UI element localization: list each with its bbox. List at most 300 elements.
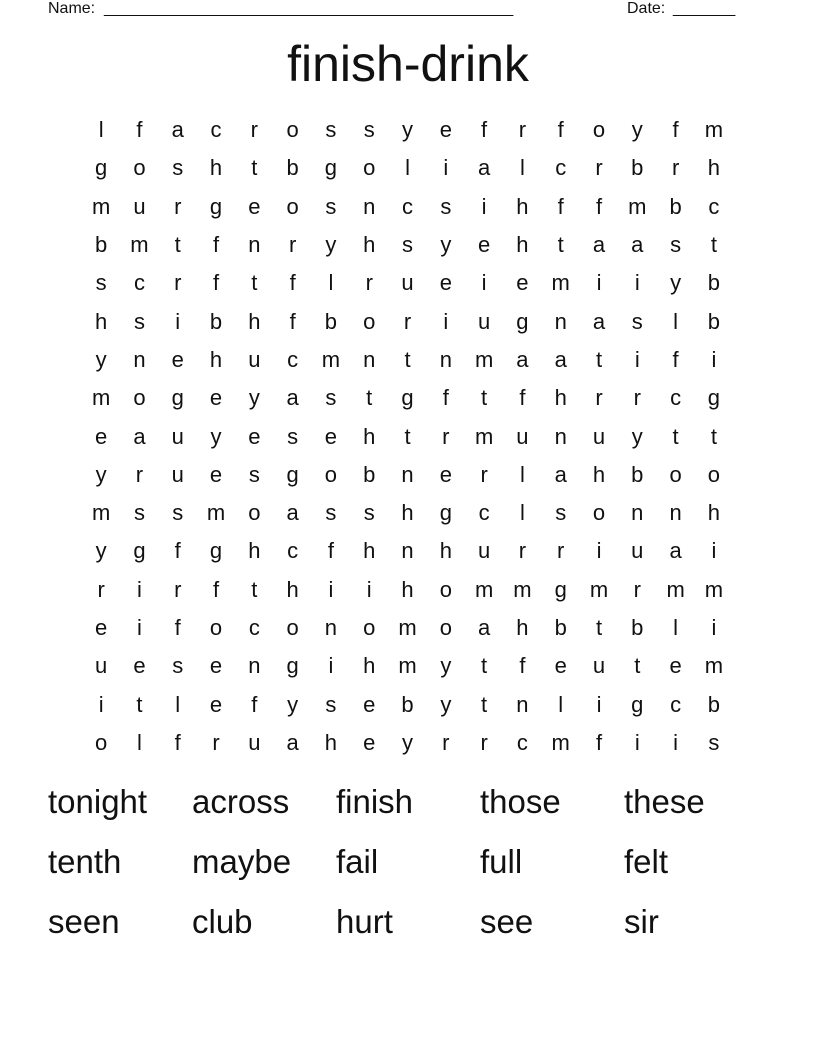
grid-letter: g [631, 691, 644, 717]
grid-letter: l [175, 691, 181, 717]
grid-letter: h [516, 615, 529, 640]
grid-letter: m [474, 423, 494, 449]
grid-letter: i [481, 193, 487, 219]
grid-letter: a [592, 308, 606, 334]
word-bank-item: tonight [48, 783, 148, 820]
grid-letter: a [477, 615, 491, 640]
grid-letter: g [209, 538, 223, 564]
grid-letter: g [324, 155, 338, 181]
grid-letter: c [248, 615, 260, 640]
date-line: _______ [673, 0, 736, 17]
grid-letter: s [631, 308, 643, 334]
grid-letter: f [174, 729, 181, 755]
grid-letter: a [286, 729, 299, 755]
grid-letter: r [480, 461, 488, 487]
grid-letter: u [516, 423, 529, 449]
grid-letter: o [439, 615, 452, 640]
grid-letter: r [174, 270, 182, 296]
grid-letter: f [442, 385, 449, 411]
grid-letter: f [672, 117, 679, 143]
grid-letter: o [592, 500, 606, 526]
grid-letter: h [95, 308, 108, 334]
grid-letter: r [288, 232, 297, 258]
grid-letter: r [442, 423, 450, 449]
grid-letter: i [634, 729, 640, 755]
grid-letter: e [209, 385, 223, 411]
grid-letter: c [210, 117, 222, 143]
grid-letter: t [481, 691, 488, 717]
grid-letter: y [440, 232, 452, 258]
grid-letter: e [363, 691, 376, 717]
grid-letter: r [365, 270, 373, 296]
grid-letter: b [286, 155, 299, 181]
grid-letter: b [631, 615, 644, 640]
grid-letter: g [133, 538, 146, 564]
grid-letter: u [631, 538, 644, 564]
grid-letter: c [670, 385, 682, 411]
grid-letter: e [554, 653, 567, 679]
grid-letter: b [95, 232, 108, 258]
grid-letter: y [670, 270, 682, 296]
grid-letter: a [554, 461, 567, 487]
grid-letter: a [133, 423, 146, 449]
grid-letter: i [443, 308, 449, 334]
grid-letter: h [248, 308, 261, 334]
grid-letter: t [672, 423, 679, 449]
grid-letter: b [707, 308, 721, 334]
grid-letter: u [133, 193, 146, 219]
grid-letter: y [402, 117, 414, 143]
grid-letter: a [592, 232, 606, 258]
grid-letter: f [327, 538, 334, 564]
grid-letter: e [171, 346, 184, 372]
grid-letter: m [704, 576, 724, 602]
grid-letter: s [708, 729, 720, 755]
grid-letter: b [401, 691, 414, 717]
grid-letter: e [133, 653, 146, 679]
grid-letter: m [551, 729, 570, 755]
grid-letter: m [589, 576, 609, 602]
grid-letter: n [133, 346, 146, 372]
grid-letter: a [669, 538, 682, 564]
grid-letter: n [324, 615, 338, 640]
grid-letter: h [554, 385, 567, 411]
grid-letter: i [634, 270, 640, 296]
grid-letter: n [554, 308, 567, 334]
grid-letter: m [398, 615, 417, 640]
grid-letter: c [555, 155, 567, 181]
grid-letter: o [439, 576, 452, 602]
word-bank-item: club [192, 903, 253, 940]
grid-letter: l [519, 500, 525, 526]
grid-letter: f [136, 117, 143, 143]
grid-letter: o [248, 500, 261, 526]
word-bank-item: across [192, 783, 290, 820]
grid-letter: o [286, 117, 299, 143]
page-title: finish-drink [287, 36, 529, 92]
grid-letter: h [516, 232, 529, 258]
grid-letter: c [516, 729, 528, 755]
grid-letter: f [289, 308, 296, 334]
grid-letter: t [174, 232, 181, 258]
grid-letter: r [633, 576, 641, 602]
grid-letter: r [480, 729, 488, 755]
grid-letter: h [209, 346, 223, 372]
grid-letter: c [708, 193, 720, 219]
grid-letter: l [519, 461, 525, 487]
grid-letter: o [363, 615, 376, 640]
grid-letter: b [631, 461, 644, 487]
grid-letter: b [669, 193, 682, 219]
grid-letter: r [212, 729, 220, 755]
grid-letter: s [325, 193, 337, 219]
grid-letter: s [325, 385, 337, 411]
grid-letter: m [628, 193, 647, 219]
word-bank-item: these [624, 783, 705, 820]
grid-letter: u [592, 653, 606, 679]
grid-letter: y [631, 117, 643, 143]
grid-letter: n [363, 346, 376, 372]
grid-letter: s [133, 500, 145, 526]
grid-letter: f [289, 270, 296, 296]
grid-letter: m [513, 576, 532, 602]
grid-letter: i [481, 270, 487, 296]
grid-letter: h [248, 538, 261, 564]
grid-letter: l [137, 729, 142, 755]
grid-letter: o [707, 461, 721, 487]
grid-letter: r [633, 385, 641, 411]
grid-letter: o [286, 615, 299, 640]
grid-letter: b [707, 270, 721, 296]
grid-letter: r [174, 576, 182, 602]
grid-letter: h [363, 423, 376, 449]
grid-letter: f [519, 385, 526, 411]
word-bank-item: fail [336, 843, 379, 880]
grid-letter: i [711, 615, 717, 640]
grid-letter: r [442, 729, 450, 755]
grid-letter: m [130, 232, 149, 258]
grid-letter: e [363, 729, 376, 755]
name-line: ______________________________________________ [104, 0, 514, 17]
grid-letter: g [286, 461, 299, 487]
grid-letter: o [324, 461, 338, 487]
grid-letter: i [366, 576, 372, 602]
grid-letter: s [325, 691, 337, 717]
grid-letter: n [554, 423, 567, 449]
grid-letter: a [286, 385, 299, 411]
grid-letter: o [363, 155, 376, 181]
grid-letter: m [551, 270, 570, 296]
grid-letter: y [440, 653, 452, 679]
grid-letter: e [516, 270, 529, 296]
grid-letter: e [209, 653, 223, 679]
grid-letter: f [174, 615, 181, 640]
word-bank-item: full [480, 843, 523, 880]
grid-letter: b [363, 461, 376, 487]
grid-letter: y [95, 346, 107, 372]
grid-letter: n [669, 500, 682, 526]
grid-letter: s [172, 653, 184, 679]
grid-letter: s [133, 308, 145, 334]
grid-letter: c [478, 500, 490, 526]
grid-letter: h [401, 500, 414, 526]
grid-letter: e [209, 691, 223, 717]
grid-letter: n [439, 346, 452, 372]
grid-letter: r [518, 117, 527, 143]
grid-letter: l [328, 270, 334, 296]
grid-letter: u [248, 346, 261, 372]
grid-letter: t [595, 346, 603, 372]
grid-letter: t [710, 232, 717, 258]
grid-letter: t [710, 423, 717, 449]
grid-letter: l [519, 155, 525, 181]
grid-letter: s [440, 193, 452, 219]
grid-letter: y [402, 729, 414, 755]
grid-letter: s [95, 270, 107, 296]
grid-letter: m [91, 500, 111, 526]
grid-letter: i [443, 155, 449, 181]
grid-letter: f [212, 232, 220, 258]
grid-letter: h [401, 576, 414, 602]
grid-letter: h [286, 576, 299, 602]
grid-letter: i [175, 308, 181, 334]
grid-letter: s [670, 232, 682, 258]
date-label: Date: [627, 0, 666, 17]
grid-letter: s [555, 500, 567, 526]
grid-letter: s [172, 155, 184, 181]
grid-letter: s [325, 117, 337, 143]
grid-letter: a [477, 155, 491, 181]
grid-letter: h [592, 461, 606, 487]
grid-letter: b [707, 691, 721, 717]
grid-letter: f [557, 117, 564, 143]
grid-letter: m [91, 193, 111, 219]
grid-letter: o [363, 308, 376, 334]
grid-letter: u [477, 308, 491, 334]
grid-letter: e [248, 423, 261, 449]
grid-letter: e [95, 423, 108, 449]
grid-letter: g [439, 500, 452, 526]
word-bank-item: tenth [48, 843, 122, 880]
grid-letter: f [595, 729, 603, 755]
grid-letter: m [704, 653, 724, 679]
grid-letter: g [95, 155, 108, 181]
grid-letter: t [404, 423, 411, 449]
grid-letter: e [477, 232, 491, 258]
grid-letter: i [596, 691, 602, 717]
grid-letter: r [403, 308, 412, 334]
grid-letter: b [554, 615, 567, 640]
grid-letter: f [519, 653, 526, 679]
grid-letter: h [707, 155, 721, 181]
word-bank-item: seen [48, 903, 120, 940]
grid-letter: n [516, 691, 529, 717]
grid-letter: n [248, 232, 261, 258]
grid-letter: s [363, 117, 375, 143]
grid-letter: e [324, 423, 338, 449]
grid-letter: g [401, 385, 414, 411]
grid-letter: t [557, 232, 564, 258]
grid-letter: o [133, 385, 146, 411]
grid-letter: m [474, 346, 494, 372]
grid-letter: g [516, 308, 529, 334]
grid-letter: n [631, 500, 644, 526]
grid-letter: l [673, 308, 679, 334]
grid-letter: u [477, 538, 491, 564]
grid-letter: t [251, 576, 258, 602]
grid-letter: i [673, 729, 679, 755]
grid-letter: n [401, 461, 414, 487]
grid-letter: b [324, 308, 338, 334]
grid-letter: y [210, 423, 222, 449]
grid-letter: u [248, 729, 261, 755]
grid-letter: i [711, 538, 717, 564]
grid-letter: c [670, 691, 682, 717]
grid-letter: u [171, 461, 184, 487]
grid-letter: i [596, 270, 602, 296]
word-bank [48, 780, 768, 960]
grid-letter: f [212, 576, 220, 602]
grid-letter: m [91, 385, 111, 411]
grid-letter: r [557, 538, 565, 564]
grid-letter: l [558, 691, 564, 717]
grid-letter: u [171, 423, 184, 449]
grid-letter: t [481, 653, 488, 679]
grid-letter: h [209, 155, 223, 181]
grid-letter: c [287, 346, 299, 372]
grid-letter: s [325, 500, 337, 526]
header [48, 0, 748, 20]
grid-letter: r [595, 385, 603, 411]
grid-letter: r [174, 193, 182, 219]
grid-letter: n [363, 193, 376, 219]
grid-letter: i [596, 538, 602, 564]
grid-letter: s [363, 500, 375, 526]
grid-letter: o [669, 461, 682, 487]
grid-letter: t [251, 270, 258, 296]
grid-letter: s [172, 500, 184, 526]
grid-letter: a [286, 500, 299, 526]
word-bank-item: maybe [192, 843, 292, 880]
grid-letter: r [135, 461, 144, 487]
grid-letter: u [401, 270, 414, 296]
grid-letter: e [669, 653, 682, 679]
grid-letter: m [321, 346, 341, 372]
grid-letter: y [287, 691, 299, 717]
grid-letter: f [251, 691, 258, 717]
grid-letter: a [554, 346, 567, 372]
word-bank-item: hurt [336, 903, 393, 940]
word-bank-item: felt [624, 843, 669, 880]
grid-letter: a [631, 232, 644, 258]
grid-letter: f [481, 117, 488, 143]
grid-letter: t [481, 385, 488, 411]
grid-letter: n [401, 538, 414, 564]
grid-letter: g [209, 193, 223, 219]
word-bank-item: sir [624, 903, 659, 940]
grid-letter: f [595, 193, 603, 219]
grid-letter: c [133, 270, 145, 296]
grid-letter: e [209, 461, 223, 487]
grid-letter: y [95, 461, 107, 487]
grid-letter: m [666, 576, 685, 602]
grid-letter: g [554, 576, 567, 602]
grid-letter: s [402, 232, 414, 258]
word-bank-item: those [480, 783, 561, 820]
grid-letter: y [440, 691, 452, 717]
grid-letter: u [95, 653, 108, 679]
grid-letter: f [672, 346, 679, 372]
grid-letter: l [673, 615, 679, 640]
grid-letter: t [366, 385, 373, 411]
letter-grid [82, 111, 733, 762]
grid-letter: o [133, 155, 146, 181]
grid-letter: r [250, 117, 258, 143]
grid-letter: c [402, 193, 414, 219]
grid-letter: o [95, 729, 108, 755]
grid-letter: t [634, 653, 641, 679]
grid-letter: h [363, 653, 376, 679]
grid-letter: i [137, 615, 142, 640]
grid-letter: g [171, 385, 184, 411]
grid-letter: h [363, 232, 376, 258]
grid-letter: y [631, 423, 643, 449]
grid-letter: h [324, 729, 338, 755]
grid-letter: u [592, 423, 606, 449]
grid-letter: r [671, 155, 680, 181]
name-label: Name: [48, 0, 96, 17]
grid-letter: a [171, 117, 184, 143]
grid-letter: e [95, 615, 108, 640]
grid-letter: t [595, 615, 603, 640]
grid-letter: m [206, 500, 226, 526]
grid-letter: t [251, 155, 258, 181]
grid-letter: h [707, 500, 721, 526]
grid-letter: t [136, 691, 143, 717]
grid-letter: r [595, 155, 603, 181]
grid-letter: i [328, 576, 334, 602]
grid-letter: m [398, 653, 417, 679]
grid-letter: l [98, 117, 104, 143]
grid-letter: i [98, 691, 104, 717]
grid-letter: i [328, 653, 334, 679]
grid-letter: t [404, 346, 411, 372]
grid-letter: s [248, 461, 260, 487]
grid-letter: a [516, 346, 529, 372]
grid-letter: l [405, 155, 410, 181]
grid-letter: i [634, 346, 640, 372]
grid-letter: s [287, 423, 299, 449]
grid-letter: f [212, 270, 220, 296]
grid-letter: r [97, 576, 105, 602]
grid-letter: o [286, 193, 299, 219]
grid-letter: e [248, 193, 261, 219]
word-bank-item: finish [336, 783, 414, 820]
grid-letter: h [516, 193, 529, 219]
grid-letter: h [363, 538, 376, 564]
grid-letter: c [287, 538, 299, 564]
grid-letter: m [704, 117, 724, 143]
grid-letter: e [439, 117, 452, 143]
grid-letter: e [439, 461, 452, 487]
grid-letter: b [209, 308, 223, 334]
grid-letter: n [248, 653, 261, 679]
grid-letter: e [439, 270, 452, 296]
grid-letter: i [137, 576, 142, 602]
grid-letter: f [174, 538, 181, 564]
grid-letter: y [325, 232, 337, 258]
grid-letter: i [711, 346, 717, 372]
